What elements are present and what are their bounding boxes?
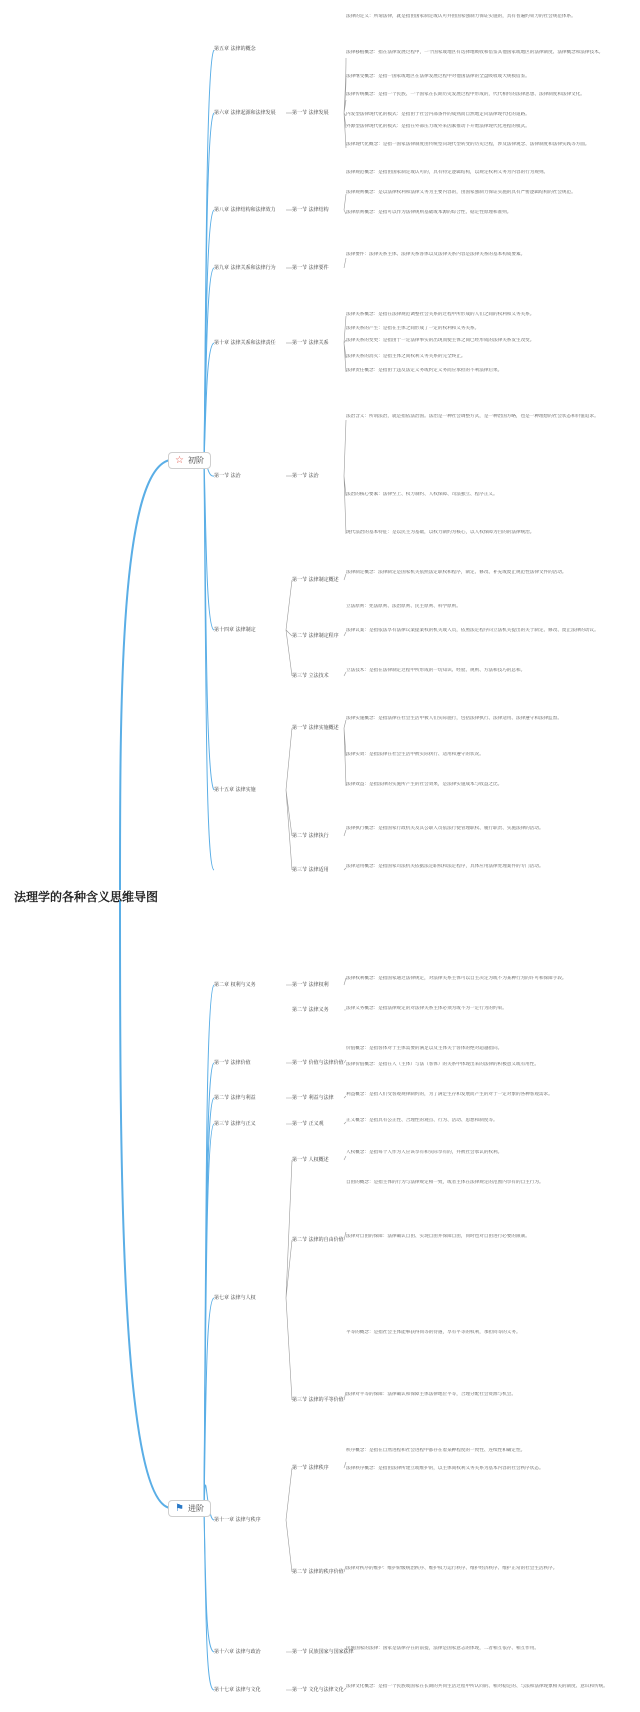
section-node[interactable]: 第三节 法律适用 <box>292 867 329 873</box>
section-node[interactable]: 第一节 文化与法律文化 <box>292 1687 344 1693</box>
leaf-note: 正义概念：是指具有公正性、合理性的观点、行为、活动、思想和制度等。 <box>346 1118 498 1123</box>
leaf-note: 法律关系的变更：是指由于一定法律事实的出现而使主体之间已经形成的法律关系发生改变。 <box>346 338 535 343</box>
chapter-node[interactable]: 第六章 法律起源和法律发展 <box>214 110 276 116</box>
section-node[interactable]: 第一节 法律关系 <box>292 340 329 346</box>
section-node[interactable]: 第一节 法律要件 <box>292 265 329 271</box>
chapter-node[interactable]: 第八章 法律结构和法律效力 <box>214 207 276 213</box>
star-icon: ☆ <box>175 455 184 466</box>
leaf-note: 民族国家的法律：国家是法律存在的前提，法律是国家意志的体现，二者相互依存、相互作用。 <box>346 1646 539 1651</box>
section-node[interactable]: 第一节 人权概述 <box>292 1157 329 1163</box>
leaf-note: 法律对自由的保障：法律确认自由、实现自由并保障自由，同时也对自由进行必要的限制。 <box>346 1234 530 1239</box>
chapter-node[interactable]: 第二节 法律与利益 <box>214 1095 256 1101</box>
branch-advanced-label: 进阶 <box>187 1504 204 1513</box>
leaf-note: 自由的概念：是指主体的行为与法律规定相一致，或者主体在法律规定的范围内享有的自主行为。 <box>346 1180 544 1185</box>
mindmap-root-title: 法理学的各种含义思维导图 <box>14 890 159 904</box>
leaf-note: 法律传统概念：是指一个民族、一个国家在长期历史发展过程中形成的，代代相传的法律思想、法律制度和法律文化。 <box>346 92 585 97</box>
chapter-node[interactable]: 第三节 法律与正义 <box>214 1121 256 1127</box>
section-node[interactable]: 第一节 利益与法律 <box>292 1095 334 1101</box>
leaf-note: 内发型法律现代化的模式：是指由于社会内部条件的成熟而自然地走向法律现代化的道路。 <box>346 112 530 117</box>
root-connector-beginner <box>120 460 170 890</box>
leaf-note: 法律秩序概念：是指由法律所建立或维护的，以主体间权利义务关系为基本内容的社会秩序状态。 <box>346 1466 544 1471</box>
section-node[interactable]: 第一节 法律秩序 <box>292 1465 329 1471</box>
leaf-note: 法治含义：所谓法治，就是指依法治国。法治是一种社会调整方式，是一种治国方略，也是一种理想的社会状态和价值追求。 <box>346 414 599 419</box>
leaf-note: 法律继受概念：是指一国家或地区在法律发展过程中对他国法律的全盘吸收或大规模借鉴。 <box>346 74 530 79</box>
advanced-connectors <box>204 985 214 1690</box>
leaf-note: 法律对秩序的维护：维护阶级统治秩序、维护权力运行秩序、维护经济秩序、维护正常的社会生活秩序。 <box>346 1566 558 1571</box>
chapter-node[interactable]: 第五章 法律的概念 <box>214 46 256 52</box>
chapter-node[interactable]: 第十五章 法律实施 <box>214 787 256 793</box>
leaf-note: 利益概念：是指人们受客观规律制约的，为了满足生存和发展而产生的对于一定对象的各种客观需求。 <box>346 1092 553 1097</box>
leaf-note: 立法技术：是指在法律制定过程中所形成的一切知识、经验、规则、方法和技巧的总和。 <box>346 668 526 673</box>
leaf-note: 法律权利概念：是指国家通过法律规定，对法律关系主体可以自主决定为或不为某种行为的许可和保障手段。 <box>346 976 567 981</box>
branch-beginner[interactable] <box>168 452 211 469</box>
leaf-note: 法律价值概念：是指在人（主体）与法（客体）的关系中体现出来的法律的积极意义或有用性。 <box>346 1062 539 1067</box>
branch-beginner-label: 初阶 <box>187 456 204 465</box>
leaf-note: 法律要件：法律关系主体、法律关系客体以及法律关系内容是法律关系的基本构成要素。 <box>346 252 526 257</box>
leaf-note: 法律义务概念：是指法律规定的对法律关系主体必须为或不为一定行为的约束。 <box>346 1006 507 1011</box>
leaf-note: 法律规则概念：是以法律权利和法律义务为主要内容的，由国家强制力保证实施的具有严密逻辑结构的社会规范。 <box>346 190 576 195</box>
leaf-note: 平等的概念：是指社会主体能够获得同等的待遇，享有平等的权利，承担同等的义务。 <box>346 1330 521 1335</box>
root-connector-advanced <box>120 900 170 1508</box>
section-node[interactable]: 第三节 立法技术 <box>292 673 329 679</box>
leaf-note: 法律实施概念：是指法律在社会生活中被人们实际施行，包括法律执行、法律适用、法律遵守和法律监督。 <box>346 716 562 721</box>
section-node[interactable]: 第二节 法律的自由价值 <box>292 1237 344 1243</box>
section-node[interactable]: 第三节 法律的平等价值 <box>292 1397 344 1403</box>
section-node[interactable]: 第二节 法律执行 <box>292 833 329 839</box>
leaf-note: 法律适用概念：是指国家司法机关依据法定职权和法定程序，具体应用法律处理案件的专门活动。 <box>346 864 544 869</box>
section-node[interactable]: 第二节 法律义务 <box>292 1007 329 1013</box>
leaf-note: 法律原则概念：是指可以作为法律规则基础或本源的综合性、稳定性原理和准则。 <box>346 210 512 215</box>
chapter-node[interactable]: 第十四章 法律制定 <box>214 627 256 633</box>
leaf-note: 法律实效：是指法律在社会生活中被实际执行、适用和遵守的状况。 <box>346 752 484 757</box>
section-node[interactable]: 第一节 法律实施概述 <box>292 725 339 731</box>
section-node[interactable]: 第一节 价值与法律价值 <box>292 1060 344 1066</box>
section-node[interactable]: 第二节 法律的秩序价值 <box>292 1569 344 1575</box>
section-node[interactable]: 第一节 法治 <box>292 473 319 479</box>
leaf-note: 法律关系概念：是指在法律规范调整社会关系的过程中所形成的人们之间的权利和义务关系。 <box>346 312 535 317</box>
section-node[interactable]: 第一节 法律权利 <box>292 982 329 988</box>
chapter-node[interactable]: 第二章 权利与义务 <box>214 982 256 988</box>
leaf-note: 法律的定义：所谓法律，就是指由国家制定或认可并由国家强制力保证实施的，具有普遍约束力的社会规范体系。 <box>346 14 576 19</box>
chapter-node[interactable]: 第一节 法律价值 <box>214 1060 251 1066</box>
leaf-note: 法律现代化概念：是指一国家法律制度由传统型向现代型转变的历史过程，涉及法律观念、法律制度和法律实践等方面。 <box>346 142 590 147</box>
leaf-note: 人权概念：是指每个人作为人应该享有和实际享有的，并被社会承认的权利。 <box>346 1150 503 1155</box>
leaf-note: 法治的核心要素：法律至上、权力制约、人权保障、司法独立、程序正义。 <box>346 492 498 497</box>
chapter-node[interactable]: 第九章 法律关系和法律行为 <box>214 265 276 271</box>
branch-advanced[interactable] <box>168 1500 211 1517</box>
chapter-node[interactable]: 第十七章 法律与文化 <box>214 1687 261 1693</box>
leaf-note: 外源型法律现代化的模式：是指在外部压力或外来因素推动下开始法律现代化进程的模式。 <box>346 124 530 129</box>
leaf-note: 法律对平等的保障：法律确认和保障主体法律地位平等，合理分配社会资源与机会。 <box>346 1392 516 1397</box>
chapter-node[interactable]: 第十章 法律关系和法律责任 <box>214 340 276 346</box>
leaf-note: 法律执行概念：是指国家行政机关及其公职人员依法行使管理职权、履行职责、实施法律的活动。 <box>346 826 544 831</box>
chapter-node[interactable]: 第一节 法治 <box>214 473 241 479</box>
leaf-note: 价值概念：是指客体对于主体需要的满足以及主体关于客体的绝对超越指向。 <box>346 1046 503 1051</box>
section-node[interactable]: 第一节 民族国家与国家法律 <box>292 1649 354 1655</box>
section-node[interactable]: 第一节 正义观 <box>292 1121 324 1127</box>
leaf-note: 法律责任概念：是指由于违反法定义务或约定义务而应承担的不利法律后果。 <box>346 368 503 373</box>
leaf-note: 法律议案：是指依法享有法律议案提案权的机关或人员，依照法定程序向立法机关提出的关于制定、修改、废止法律的动议。 <box>346 628 599 633</box>
leaf-note: 法律关系的消灭：是指主体之间权利义务关系的完全终止。 <box>346 354 466 359</box>
chapter-node[interactable]: 第十一章 法律与秩序 <box>214 1517 261 1523</box>
flag-icon: ⚑ <box>175 1503 184 1514</box>
leaf-note: 法律关系的产生：是指在主体之间形成了一定的权利和义务关系。 <box>346 326 480 331</box>
leaf-note: 法律制定概念：法律制定是国家机关依照法定职权和程序，制定、修改、补充或废止规范性法律文件的活动。 <box>346 570 567 575</box>
section-node[interactable]: 第二节 法律制定程序 <box>292 633 339 639</box>
leaf-note: 法律文化概念：是指一个民族或国家在长期的共同生活过程中所认同的、相对稳定的、与法和法律现象相关的制度、意识和传统。 <box>346 1684 608 1689</box>
leaf-note: 立法原则：宪法原则、法治原则、民主原则、科学原则。 <box>346 604 461 609</box>
leaf-note: 法律规范概念：是指由国家制定或认可的，具有特定逻辑结构，以规定权利义务为内容的行为规则。 <box>346 170 549 175</box>
leaf-note: 现代法治的基本特征：是以民主为基础，以权力制约为核心，以人权保障为目的的法律统治。 <box>346 530 535 535</box>
leaf-note: 法律移植概念：指在法律发展过程中，一个国家或地区有选择地吸收和借鉴其他国家或地区的法律制度、法律概念和法律技术。 <box>346 50 604 55</box>
leaf-note: 秩序概念：是指在自然进程和社会进程中都存在着某种程度的一致性、连续性和确定性。 <box>346 1448 526 1453</box>
section-node[interactable]: 第一节 法律结构 <box>292 207 329 213</box>
detail-connectors <box>286 58 354 1690</box>
leaf-note: 法律效益：是指法律的实施所产生的社会效果，是法律实施成本与收益之比。 <box>346 782 503 787</box>
section-node[interactable]: 第一节 法律发展 <box>292 110 329 116</box>
chapter-node[interactable]: 第七章 法律与人权 <box>214 1295 256 1301</box>
section-node[interactable]: 第一节 法律制定概述 <box>292 577 339 583</box>
chapter-node[interactable]: 第十六章 法律与政治 <box>214 1649 261 1655</box>
